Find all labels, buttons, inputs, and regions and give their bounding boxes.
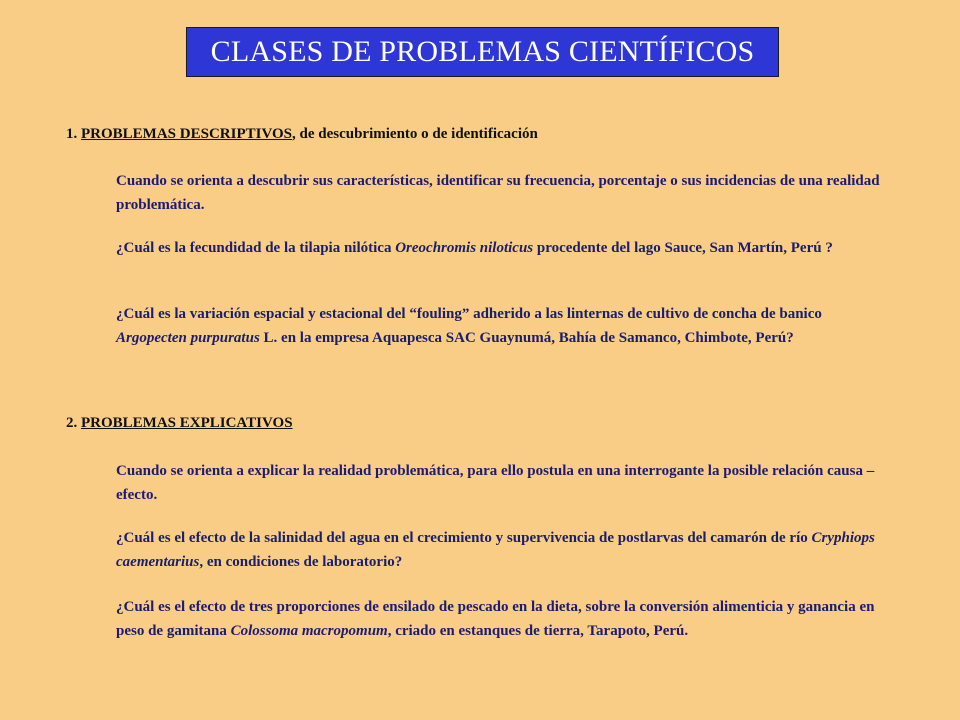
- paragraph-example: [116, 595, 886, 643]
- paragraph-example: [116, 526, 886, 574]
- paragraph-definition: [116, 459, 886, 507]
- paragraph-text: Cuando se orienta a explicar la realidad problemática, para ello postula en una interrogante la posible relación causa – efecto.: [116, 463, 875, 503]
- paragraph-text: , criado en estanques de tierra, Tarapoto, Perú.: [387, 623, 689, 639]
- paragraph-text: ¿Cuál es el efecto de tres proporciones de ensilado de pescado en la dieta, sobre la conversión alimenticia y ganancia en peso de gamitana: [116, 599, 875, 639]
- page-title: CLASES DE PROBLEMAS CIENTÍFICOS: [210, 35, 755, 68]
- paragraph-text: ¿Cuál es la variación espacial y estacional del “fouling” adherido a las linternas de cultivo de concha de banico: [116, 306, 822, 322]
- species-name: Colossoma macropomum: [230, 623, 388, 639]
- species-name: Argopecten purpuratus: [116, 330, 260, 346]
- section-title: PROBLEMAS EXPLICATIVOS: [81, 415, 293, 431]
- species-name: Oreochromis niloticus: [395, 240, 534, 256]
- species-name: Cryphiops caementarius: [116, 530, 875, 570]
- paragraph-example: [116, 236, 886, 260]
- section-number: 1.: [66, 126, 78, 142]
- paragraph-definition: [116, 169, 886, 217]
- section-title: PROBLEMAS DESCRIPTIVOS: [81, 126, 292, 142]
- paragraph-text: procedente del lago Sauce, San Martín, Perú ?: [533, 240, 833, 256]
- section-number: 2.: [66, 415, 78, 431]
- section-heading-explicative: [66, 415, 293, 432]
- paragraph-text: L. en la empresa Aquapesca SAC Guaynumá, Bahía de Samanco, Chimbote, Perú?: [259, 330, 794, 346]
- paragraph-text: ¿Cuál es la fecundidad de la tilapia nilótica: [116, 240, 396, 256]
- section-subtitle: , de descubrimiento o de identificación: [292, 126, 538, 142]
- section-heading-descriptive: [66, 126, 538, 143]
- paragraph-text: Cuando se orienta a descubrir sus características, identificar su frecuencia, porcentaje o sus incidencias de una realidad problemática.: [116, 173, 880, 213]
- paragraph-text: , en condiciones de laboratorio?: [199, 554, 403, 570]
- paragraph-text: ¿Cuál es el efecto de la salinidad del agua en el crecimiento y supervivencia de postlarvas del camarón de río: [116, 530, 812, 546]
- paragraph-example: [116, 302, 886, 350]
